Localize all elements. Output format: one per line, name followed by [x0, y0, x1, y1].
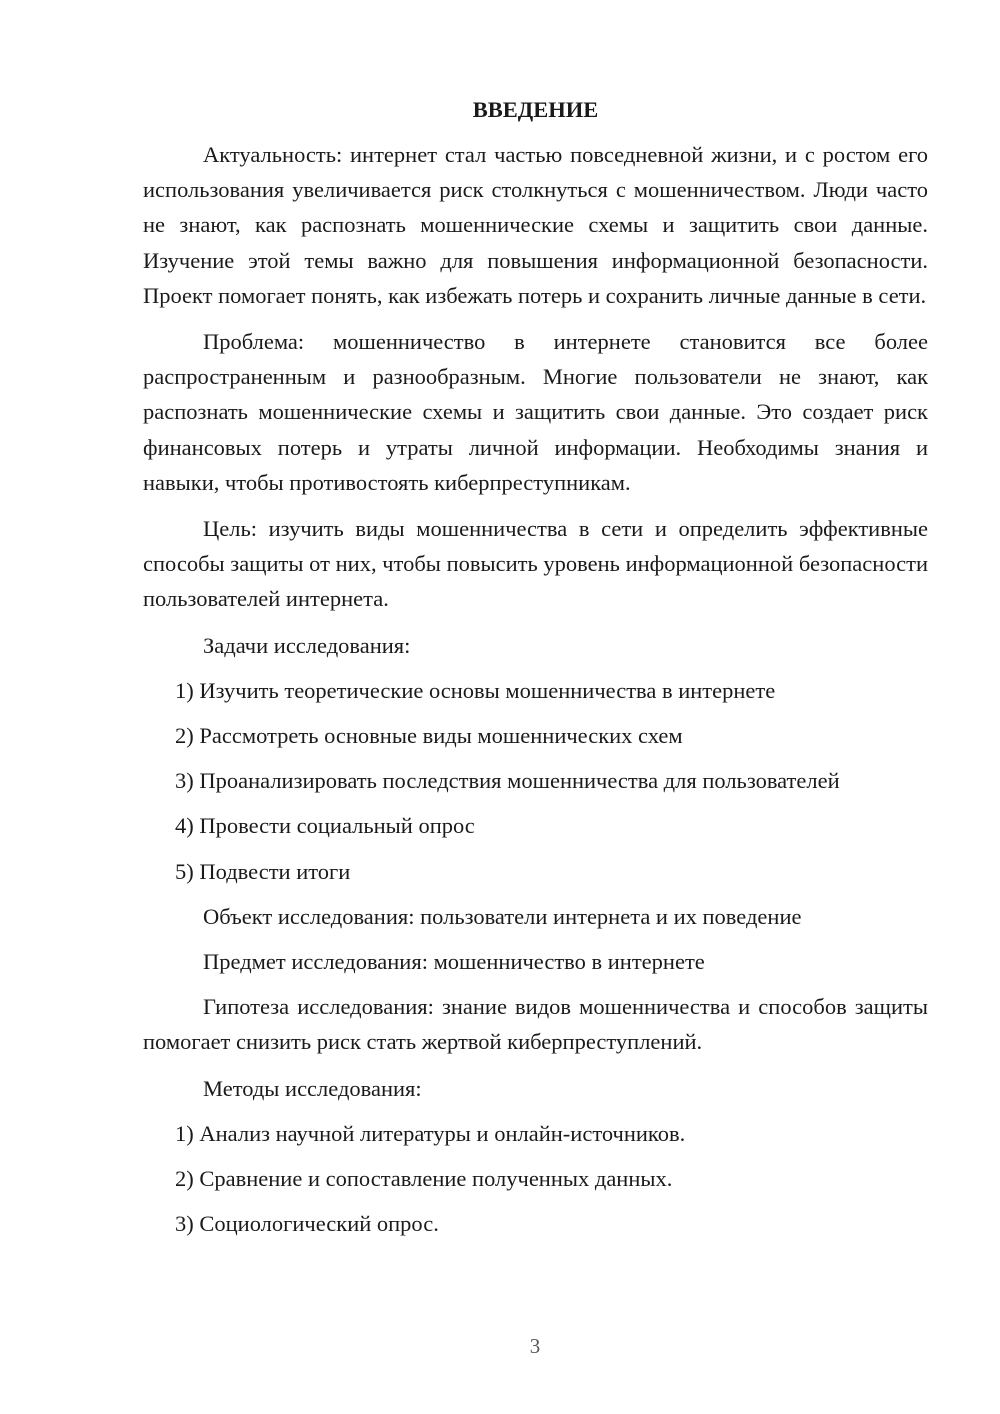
section-title: ВВЕДЕНИЕ: [472, 97, 599, 122]
task-item: 3) Проанализировать последствия мошенничества для пользователей: [175, 768, 840, 794]
research-subject: Предмет исследования: мошенничество в интернете: [203, 949, 705, 975]
method-item: 1) Анализ научной литературы и онлайн-источников.: [175, 1120, 686, 1146]
task-item: 1) Изучить теоретические основы мошенничества в интернете: [175, 677, 776, 703]
page-content: [143, 92, 928, 1251]
task-item: 4) Провести социальный опрос: [175, 813, 475, 839]
task-item: 5) Подвести итоги: [175, 858, 351, 884]
method-item: 3) Социологический опрос.: [175, 1211, 439, 1237]
method-item: 2) Сравнение и сопоставление полученных данных.: [175, 1166, 673, 1192]
problem-paragraph: Проблема: мошенничество в интернете становится все более распространенным и разнообразным. Многие пользователи не знают, как распознать мошеннические схемы и защитить свои данные. Это создает риск финансовых потерь и утраты личной информации. Необходимы знания и навыки, чтобы противостоять киберпреступникам.: [143, 329, 928, 495]
methods-heading: Методы исследования:: [203, 1075, 422, 1101]
page-number: 3: [529, 1334, 541, 1358]
goal-paragraph: Цель: изучить виды мошенничества в сети и определить эффективные способы защиты от них, чтобы повысить уровень информационной безопасности пользователей интернета.: [143, 516, 928, 612]
tasks-heading: Задачи исследования:: [203, 632, 411, 658]
relevance-paragraph: Актуальность: интернет стал частью повседневной жизни, и с ростом его использования увеличивается риск столкнуться с мошенничеством. Люди часто не знают, как распознать мошеннические схемы и защитить свои данные. Изучение этой темы важно для повышения информационной безопасности. Проект помогает понять, как избежать потерь и сохранить личные данные в сети.: [143, 142, 928, 308]
research-object: Объект исследования: пользователи интернета и их поведение: [203, 903, 802, 929]
task-item: 2) Рассмотреть основные виды мошеннических схем: [175, 723, 683, 749]
hypothesis-paragraph: Гипотеза исследования: знание видов мошенничества и способов защиты помогает снизить риск стать жертвой киберпреступлений.: [143, 994, 928, 1055]
